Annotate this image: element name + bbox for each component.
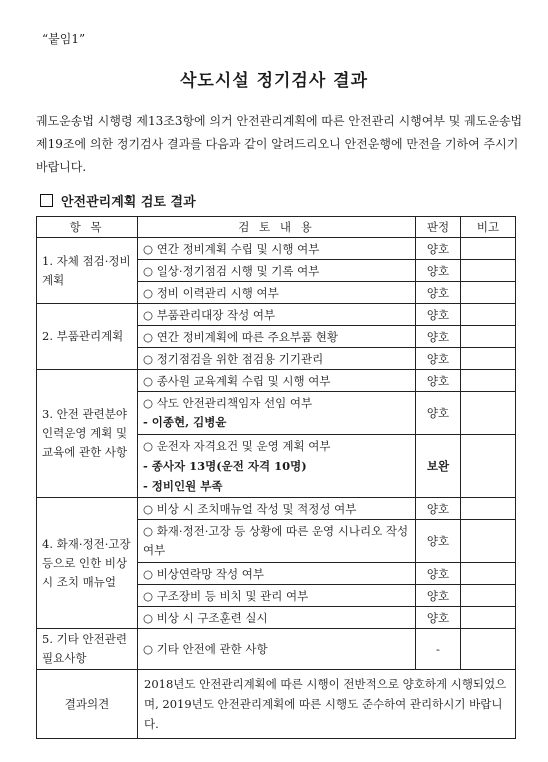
judgement-cell: 양호 bbox=[416, 238, 461, 260]
content-cell: ○ 연간 정비계획에 따른 주요부품 현황 bbox=[138, 326, 416, 348]
opinion-row bbox=[37, 670, 516, 739]
category-cell: 1. 자체 점검·정비 계획 bbox=[37, 238, 138, 304]
remarks-cell bbox=[461, 370, 516, 392]
judgement-cell: 보완 bbox=[416, 435, 461, 498]
judgement-cell: 양호 bbox=[416, 326, 461, 348]
content-cell: ○ 구조장비 등 비치 및 관리 여부 bbox=[138, 585, 416, 607]
remarks-cell bbox=[461, 304, 516, 326]
judgement-cell: - bbox=[416, 629, 461, 670]
judgement-cell: 양호 bbox=[416, 520, 461, 563]
table-row bbox=[37, 370, 516, 392]
content-cell: ○ 정기점검을 위한 점검용 기기관리 bbox=[138, 348, 416, 370]
content-sub: - 이종현, 김병윤 bbox=[143, 415, 227, 429]
table-row bbox=[37, 304, 516, 326]
attachment-label: “붙임1” bbox=[42, 32, 86, 46]
content-cell: ○ 비상연락망 작성 여부 bbox=[138, 563, 416, 585]
judgement-cell: 양호 bbox=[416, 585, 461, 607]
remarks-cell bbox=[461, 392, 516, 435]
judgement-cell: 양호 bbox=[416, 392, 461, 435]
content-cell: ○ 일상·정기점검 시행 및 기록 여부 bbox=[138, 260, 416, 282]
header-remarks: 비고 bbox=[461, 217, 516, 238]
category-cell: 4. 화재·정전·고장 등으로 인한 비상 시 조치 매뉴얼 bbox=[37, 498, 138, 629]
judgement-cell: 양호 bbox=[416, 260, 461, 282]
content-cell: ○ 종사원 교육계획 수립 및 시행 여부 bbox=[138, 370, 416, 392]
remarks-cell bbox=[461, 585, 516, 607]
remarks-cell bbox=[461, 348, 516, 370]
content-sub: - 정비인원 부족 bbox=[143, 479, 223, 493]
remarks-cell bbox=[461, 607, 516, 629]
header-item: 항 목 bbox=[37, 217, 138, 238]
remarks-cell bbox=[461, 326, 516, 348]
document-title: 삭도시설 정기검사 결과 bbox=[179, 71, 369, 91]
content-cell: ○ 비상 시 구조훈련 실시 bbox=[138, 607, 416, 629]
opinion-text: 2018년도 안전관리계획에 따른 시행이 전반적으로 양호하게 시행되었으며, 2019년도 안전관리계획에 따른 시행도 준수하여 관리하시기 바랍니다. bbox=[138, 670, 516, 739]
table-row bbox=[37, 238, 516, 260]
header-judgement: 판정 bbox=[416, 217, 461, 238]
judgement-cell: 양호 bbox=[416, 607, 461, 629]
content-cell: ○ 비상 시 조치매뉴얼 작성 및 적정성 여부 bbox=[138, 498, 416, 520]
remarks-cell bbox=[461, 260, 516, 282]
remarks-cell bbox=[461, 238, 516, 260]
table-row bbox=[37, 629, 516, 670]
remarks-cell bbox=[461, 435, 516, 498]
remarks-cell bbox=[461, 563, 516, 585]
square-bullet-icon bbox=[40, 194, 53, 207]
judgement-cell: 양호 bbox=[416, 304, 461, 326]
content-cell: ○ 연간 정비계획 수립 및 시행 여부 bbox=[138, 238, 416, 260]
content-cell: ○ 기타 안전에 관한 사항 bbox=[138, 629, 416, 670]
remarks-cell bbox=[461, 498, 516, 520]
content-cell bbox=[138, 392, 416, 435]
opinion-label: 결과의견 bbox=[37, 670, 138, 739]
category-cell: 5. 기타 안전관련 필요사항 bbox=[37, 629, 138, 670]
content-cell bbox=[138, 435, 416, 498]
content-main: ○ 삭도 안전관리책임자 선임 여부 bbox=[143, 396, 313, 410]
intro-paragraph: 궤도운송법 시행령 제13조3항에 의거 안전관리계획에 따른 안전관리 시행여부 및 궤도운송법 제19조에 의한 정기검사 결과를 다음과 같이 알려드리오니 안전운행에 만전을 기하여 주시기 바랍니다. bbox=[36, 114, 523, 174]
content-main: ○ 운전자 자격요건 및 운영 계획 여부 bbox=[143, 439, 331, 453]
table-header-row bbox=[37, 217, 516, 238]
judgement-cell: 양호 bbox=[416, 348, 461, 370]
review-table bbox=[36, 216, 516, 739]
judgement-cell: 양호 bbox=[416, 282, 461, 304]
category-cell: 3. 안전 관련분야 인력운영 계획 및 교육에 관한 사항 bbox=[37, 370, 138, 498]
section-title: 안전관리계획 검토 결과 bbox=[61, 195, 196, 210]
table-row bbox=[37, 498, 516, 520]
section-heading bbox=[40, 191, 196, 210]
remarks-cell bbox=[461, 520, 516, 563]
content-cell: ○ 화재·정전·고장 등 상황에 따른 운영 시나리오 작성 여부 bbox=[138, 520, 416, 563]
header-content: 검 토 내 용 bbox=[138, 217, 416, 238]
remarks-cell bbox=[461, 282, 516, 304]
content-sub: - 종사자 13명(운전 자격 10명) bbox=[143, 459, 307, 473]
content-cell: ○ 부품관리대장 작성 여부 bbox=[138, 304, 416, 326]
content-cell: ○ 정비 이력관리 시행 여부 bbox=[138, 282, 416, 304]
remarks-cell bbox=[461, 629, 516, 670]
judgement-cell: 양호 bbox=[416, 563, 461, 585]
judgement-cell: 양호 bbox=[416, 498, 461, 520]
category-cell: 2. 부품관리계획 bbox=[37, 304, 138, 370]
judgement-cell: 양호 bbox=[416, 370, 461, 392]
